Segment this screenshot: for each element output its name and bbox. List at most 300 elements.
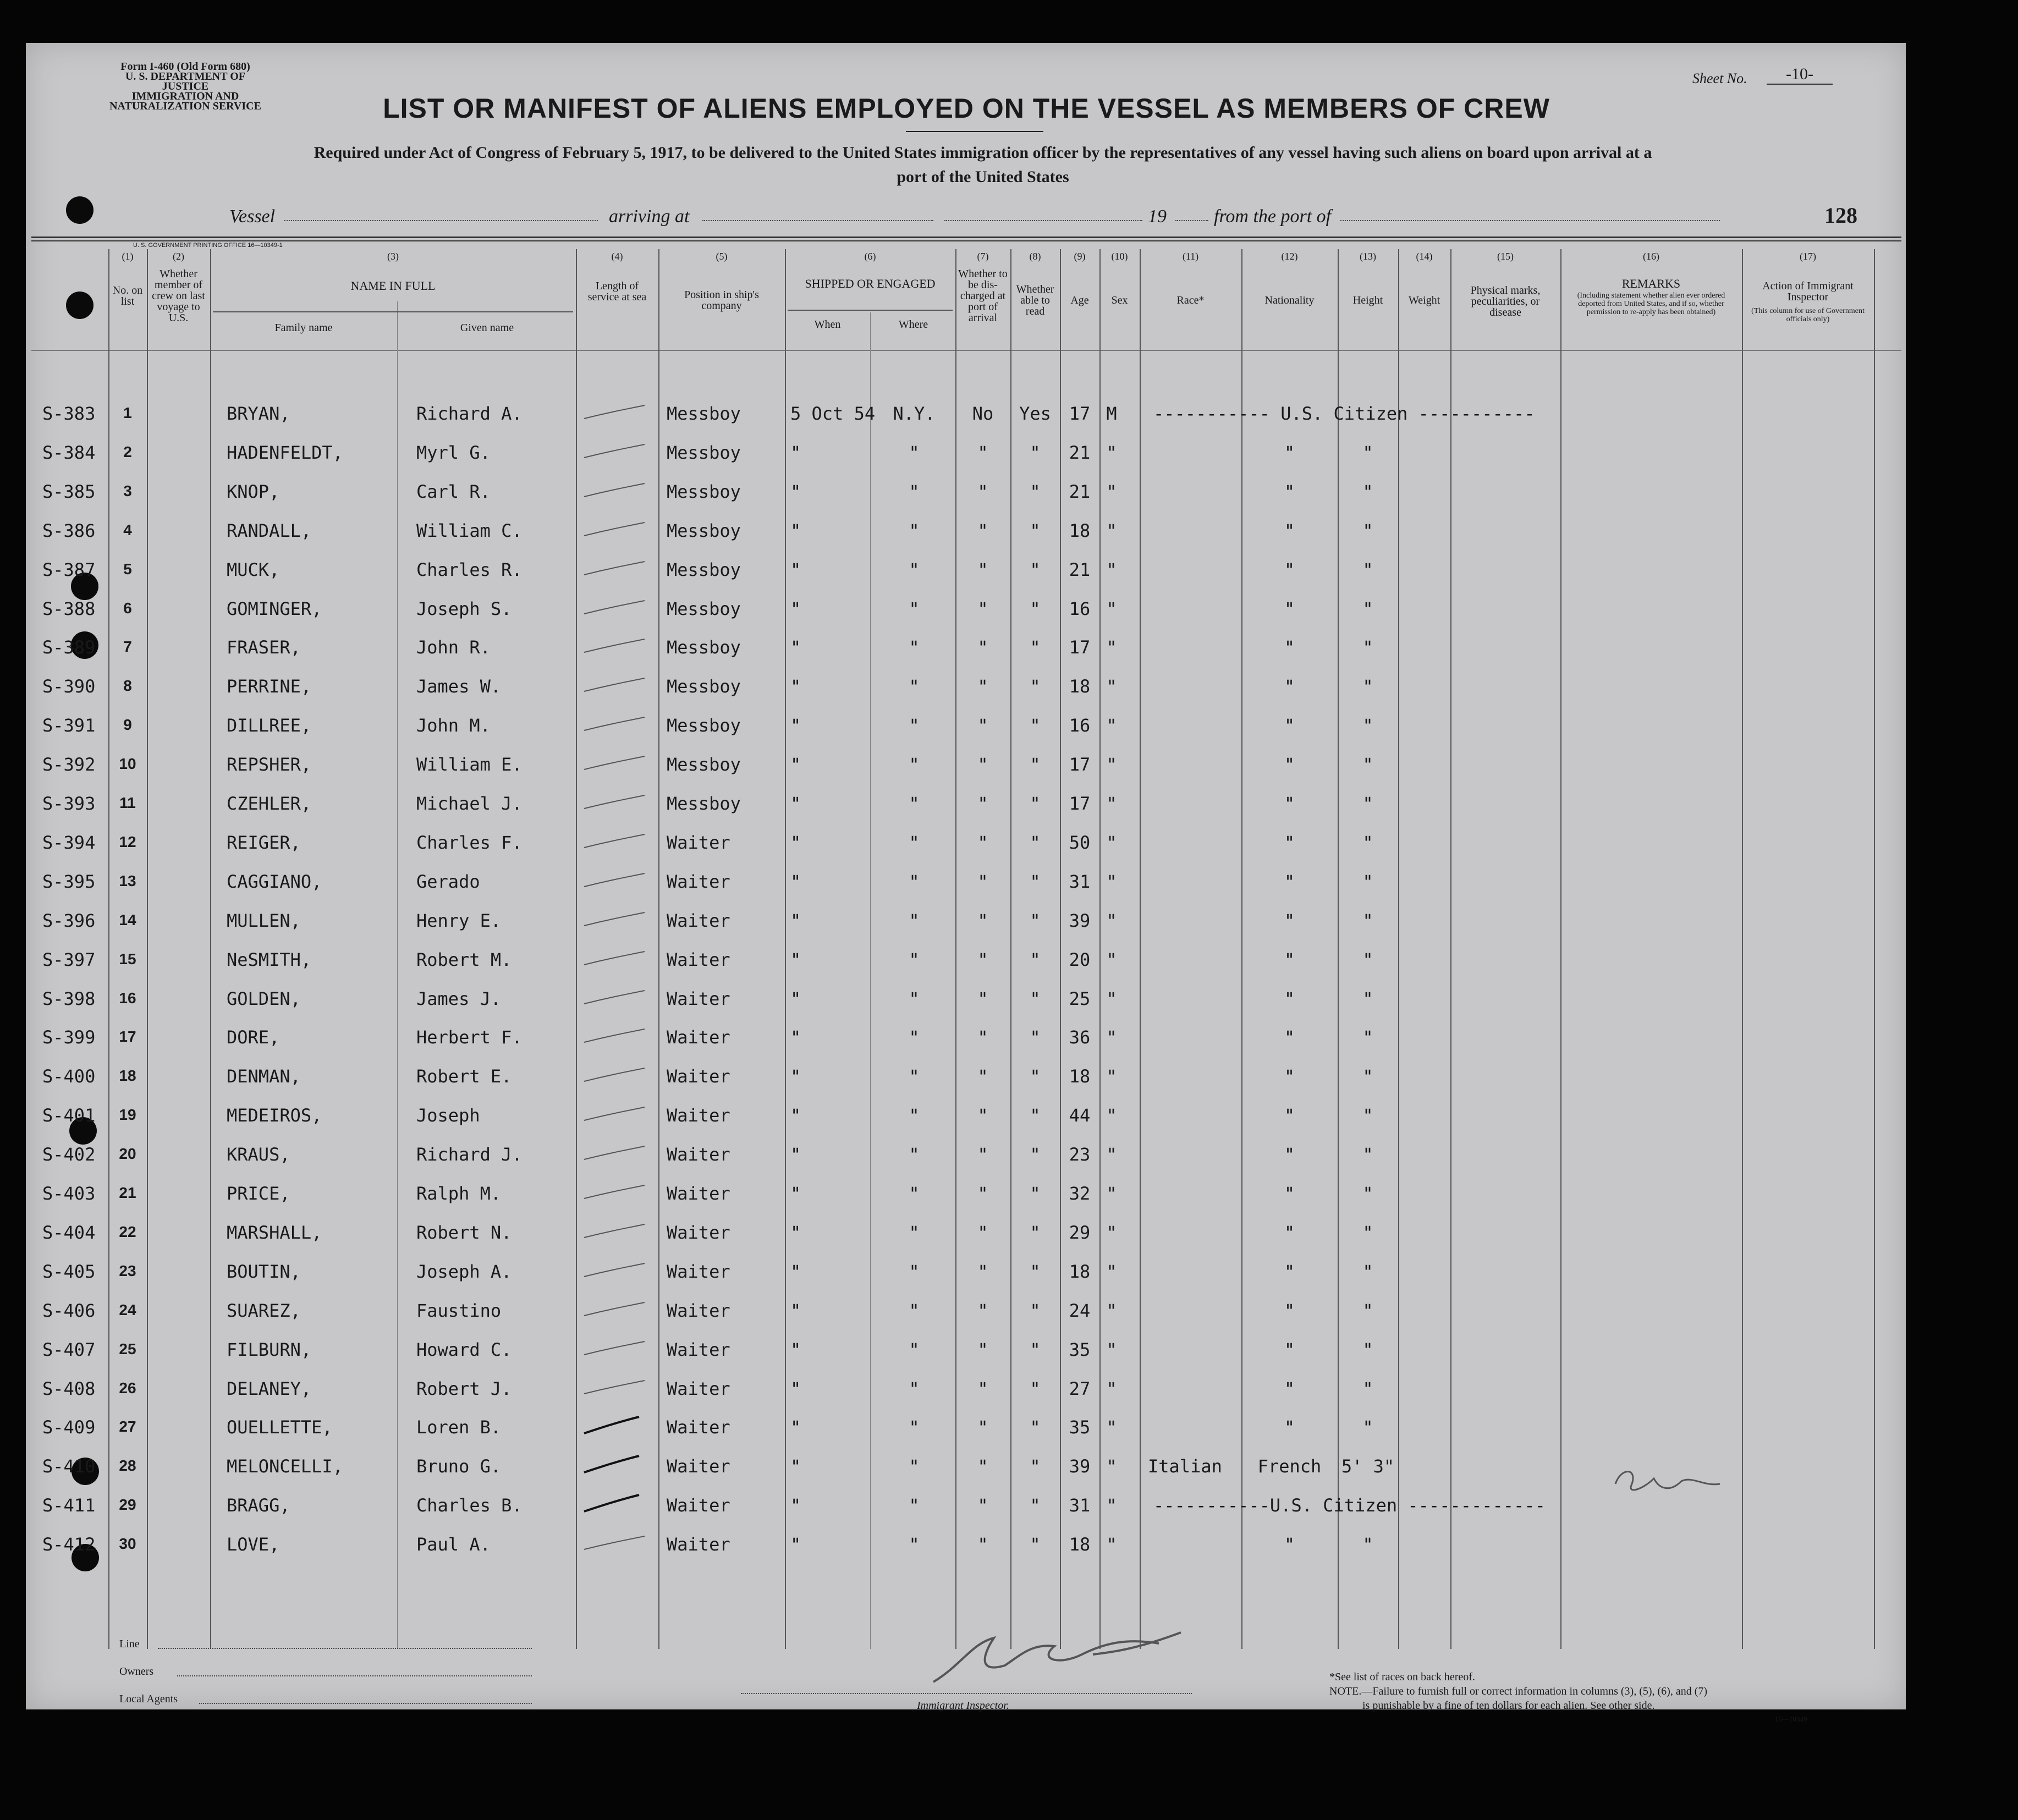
header-bottom-rule bbox=[31, 350, 1901, 351]
row-age: 50 bbox=[1069, 832, 1091, 853]
row-sex: " bbox=[1106, 1534, 1117, 1555]
row-number: 27 bbox=[119, 1418, 136, 1436]
row-family-name: DORE, bbox=[227, 1027, 280, 1048]
row-position: Waiter bbox=[667, 1105, 730, 1126]
service-pen-mark bbox=[579, 1217, 656, 1244]
row-code: S-402 bbox=[42, 1144, 96, 1165]
row-sex: " bbox=[1106, 715, 1117, 736]
row-family-name: DILLREE, bbox=[227, 715, 312, 736]
row-shipped-where: " bbox=[909, 910, 920, 931]
row-number: 10 bbox=[119, 755, 136, 773]
row-height: " bbox=[1362, 910, 1373, 931]
row-age: 35 bbox=[1069, 1417, 1091, 1438]
row-shipped-when: " bbox=[790, 1027, 801, 1048]
row-nationality: " bbox=[1284, 1105, 1295, 1126]
row-sex: " bbox=[1106, 1027, 1117, 1048]
col-num: (12) bbox=[1281, 251, 1298, 262]
row-height: " bbox=[1362, 1183, 1373, 1204]
row-nationality: " bbox=[1284, 1300, 1295, 1321]
row-number: 2 bbox=[123, 443, 132, 460]
service-pen-mark bbox=[579, 1411, 656, 1439]
row-height: " bbox=[1362, 1300, 1373, 1321]
row-discharged: " bbox=[977, 832, 988, 853]
row-nationality: " bbox=[1284, 1339, 1295, 1360]
col-header-when: When bbox=[814, 318, 841, 331]
row-code: S-405 bbox=[42, 1261, 96, 1282]
row-nationality: " bbox=[1284, 637, 1295, 658]
row-family-name: MEDEIROS, bbox=[227, 1105, 322, 1126]
row-read: " bbox=[1030, 1261, 1041, 1282]
row-age: 18 bbox=[1069, 1261, 1091, 1282]
row-discharged: " bbox=[977, 754, 988, 776]
row-position: Waiter bbox=[667, 1534, 730, 1555]
row-shipped-where: " bbox=[909, 1105, 920, 1126]
page-title: LIST OR MANIFEST OF ALIENS EMPLOYED ON THE VESSEL AS MEMBERS OF CREW bbox=[383, 93, 1550, 124]
row-family-name: MELONCELLI, bbox=[227, 1456, 343, 1477]
row-family-name: DENMAN, bbox=[227, 1066, 301, 1087]
row-read: Yes bbox=[1019, 403, 1051, 424]
row-number: 16 bbox=[119, 989, 136, 1007]
local-agents-field[interactable] bbox=[199, 1703, 532, 1704]
owners-field[interactable] bbox=[177, 1675, 532, 1676]
row-nationality: " bbox=[1284, 871, 1295, 892]
handwritten-remark bbox=[1610, 1462, 1742, 1500]
service-pen-mark bbox=[579, 1528, 656, 1556]
row-age: 23 bbox=[1069, 1144, 1091, 1165]
row-height: " bbox=[1362, 1261, 1373, 1282]
year-field[interactable] bbox=[1175, 220, 1208, 221]
row-age: 32 bbox=[1069, 1183, 1091, 1204]
row-given-name: Paul A. bbox=[416, 1534, 491, 1555]
row-code: S-401 bbox=[42, 1105, 96, 1126]
local-agents-label: Local Agents bbox=[119, 1693, 178, 1705]
printing-office: U. S. GOVERNMENT PRINTING OFFICE 16—10349-1 bbox=[133, 242, 283, 249]
row-number: 7 bbox=[123, 638, 132, 656]
row-code: S-409 bbox=[42, 1417, 96, 1438]
row-discharged: " bbox=[977, 1300, 988, 1321]
service-pen-mark bbox=[579, 1099, 656, 1127]
row-sex: " bbox=[1106, 1339, 1117, 1360]
row-position: Messboy bbox=[667, 520, 741, 541]
header-rule bbox=[31, 237, 1901, 238]
row-shipped-when: " bbox=[790, 1339, 801, 1360]
service-pen-mark bbox=[579, 1256, 656, 1283]
row-shipped-when: " bbox=[790, 1144, 801, 1165]
col-header-position: Position in ship's company bbox=[684, 289, 759, 312]
service-pen-mark bbox=[579, 788, 656, 815]
row-shipped-where: " bbox=[909, 1495, 920, 1516]
row-given-name: James W. bbox=[416, 676, 502, 697]
row-code: S-395 bbox=[42, 871, 96, 892]
row-sex: " bbox=[1106, 1105, 1117, 1126]
row-age: 21 bbox=[1069, 559, 1091, 580]
row-family-name: BRAGG, bbox=[227, 1495, 290, 1516]
row-discharged: " bbox=[977, 1066, 988, 1087]
row-given-name: John R. bbox=[416, 637, 491, 658]
row-family-name: PRICE, bbox=[227, 1183, 290, 1204]
row-given-name: Faustino bbox=[416, 1300, 502, 1321]
row-read: " bbox=[1030, 1417, 1041, 1438]
row-nationality: " bbox=[1284, 1066, 1295, 1087]
row-code: S-384 bbox=[42, 442, 96, 463]
service-pen-mark bbox=[579, 1489, 656, 1517]
row-nationality: " bbox=[1284, 676, 1295, 697]
row-position: Waiter bbox=[667, 910, 730, 931]
row-shipped-where: " bbox=[909, 1456, 920, 1477]
row-shipped-when: " bbox=[790, 1456, 801, 1477]
row-shipped-when: " bbox=[790, 1300, 801, 1321]
row-shipped-when: " bbox=[790, 1066, 801, 1087]
col-num: (17) bbox=[1800, 251, 1816, 262]
row-nationality: " bbox=[1284, 1534, 1295, 1555]
row-read: " bbox=[1030, 1222, 1041, 1243]
note-penalty: NOTE.—Failure to furnish full or correct information in columns (3), (5), (6), and (7) bbox=[1329, 1685, 1708, 1697]
row-family-name: FRASER, bbox=[227, 637, 301, 658]
row-read: " bbox=[1030, 1378, 1041, 1399]
line-field[interactable] bbox=[158, 1648, 532, 1649]
row-read: " bbox=[1030, 1534, 1041, 1555]
row-given-name: Joseph A. bbox=[416, 1261, 512, 1282]
row-age: 39 bbox=[1069, 910, 1091, 931]
service-pen-mark bbox=[579, 905, 656, 932]
row-number: 21 bbox=[119, 1184, 136, 1201]
row-height: " bbox=[1362, 520, 1373, 541]
row-age: 27 bbox=[1069, 1378, 1091, 1399]
row-shipped-when: " bbox=[790, 988, 801, 1009]
inspector-field[interactable] bbox=[741, 1693, 1192, 1694]
row-given-name: Loren B. bbox=[416, 1417, 502, 1438]
row-number: 5 bbox=[123, 560, 132, 578]
row-code: S-406 bbox=[42, 1300, 96, 1321]
row-family-name: KRAUS, bbox=[227, 1144, 290, 1165]
col-header-remarks: REMARKS bbox=[1621, 277, 1681, 290]
row-family-name: HADENFELDT, bbox=[227, 442, 343, 463]
row-shipped-when: " bbox=[790, 598, 801, 619]
row-shipped-where: " bbox=[909, 1417, 920, 1438]
row-shipped-where: " bbox=[909, 676, 920, 697]
row-family-name: DELANEY, bbox=[227, 1378, 312, 1399]
col-header-weight: Weight bbox=[1408, 294, 1440, 306]
row-age: 31 bbox=[1069, 871, 1091, 892]
col-num: (10) bbox=[1111, 251, 1128, 262]
service-pen-mark bbox=[579, 866, 656, 893]
row-read: " bbox=[1030, 832, 1041, 853]
row-discharged: " bbox=[977, 793, 988, 814]
col-header-physical-marks: Physical marks, peculiarities, or disease bbox=[1470, 284, 1541, 318]
row-sex: " bbox=[1106, 442, 1117, 463]
row-sex: " bbox=[1106, 1066, 1117, 1087]
row-shipped-when: " bbox=[790, 832, 801, 853]
col-header-sex: Sex bbox=[1111, 294, 1128, 306]
row-sex: " bbox=[1106, 1495, 1117, 1516]
row-position: Waiter bbox=[667, 1300, 730, 1321]
row-shipped-where: " bbox=[909, 1066, 920, 1087]
service-pen-mark bbox=[579, 670, 656, 698]
row-position: Waiter bbox=[667, 1261, 730, 1282]
row-discharged: " bbox=[977, 1222, 988, 1243]
col-header-where: Where bbox=[898, 318, 928, 331]
arriving-label: arriving at bbox=[609, 206, 690, 227]
row-read: " bbox=[1030, 598, 1041, 619]
row-shipped-where: " bbox=[909, 715, 920, 736]
col-header-action-sub: (This column for use of Government officials only) bbox=[1751, 307, 1865, 323]
punch-hole bbox=[66, 196, 94, 224]
row-discharged: " bbox=[977, 520, 988, 541]
col-header-shipped: SHIPPED OR ENGAGED bbox=[805, 277, 936, 290]
col-header-discharged: Whether to be dis-charged at port of arrival bbox=[958, 268, 1008, 324]
sheet-label: Sheet No. bbox=[1692, 70, 1747, 86]
date-field[interactable] bbox=[944, 220, 1142, 221]
row-read: " bbox=[1030, 676, 1041, 697]
row-position: Waiter bbox=[667, 1066, 730, 1087]
form-number: Form I-460 (Old Form 680) U. S. DEPARTMENT OF JUSTICE IMMIGRATION AND NATURALIZATION SERVICE bbox=[109, 61, 261, 112]
row-age: 16 bbox=[1069, 715, 1091, 736]
row-family-name: FILBURN, bbox=[227, 1339, 312, 1360]
row-shipped-where: " bbox=[909, 988, 920, 1009]
row-nationality: " bbox=[1284, 1417, 1295, 1438]
manifest-page bbox=[26, 43, 1906, 1723]
sheet-number: -10- bbox=[1767, 65, 1833, 85]
row-shipped-when: " bbox=[790, 1495, 801, 1516]
row-nationality: " bbox=[1284, 715, 1295, 736]
row-given-name: Myrl G. bbox=[416, 442, 491, 463]
service-pen-mark bbox=[579, 1178, 656, 1205]
col-num: (8) bbox=[1029, 251, 1041, 262]
col-num: (4) bbox=[611, 251, 623, 262]
row-read: " bbox=[1030, 1339, 1041, 1360]
row-given-name: Joseph bbox=[416, 1105, 480, 1126]
row-discharged: " bbox=[977, 1495, 988, 1516]
col-num: (13) bbox=[1360, 251, 1376, 262]
row-given-name: Charles F. bbox=[416, 832, 523, 853]
row-height: " bbox=[1362, 715, 1373, 736]
service-pen-mark bbox=[579, 749, 656, 776]
row-sex: " bbox=[1106, 676, 1117, 697]
row-age: 18 bbox=[1069, 676, 1091, 697]
row-code: S-410 bbox=[42, 1456, 96, 1477]
row-shipped-when: " bbox=[790, 910, 801, 931]
row-read: " bbox=[1030, 988, 1041, 1009]
row-position: Waiter bbox=[667, 988, 730, 1009]
row-shipped-where: " bbox=[909, 1144, 920, 1165]
row-number: 12 bbox=[119, 833, 136, 850]
row-shipped-where: " bbox=[909, 1222, 920, 1243]
row-shipped-where: " bbox=[909, 637, 920, 658]
row-discharged: " bbox=[977, 1417, 988, 1438]
row-position: Messboy bbox=[667, 754, 741, 776]
row-age: 20 bbox=[1069, 949, 1091, 970]
row-read: " bbox=[1030, 1066, 1041, 1087]
row-code: S-404 bbox=[42, 1222, 96, 1243]
row-shipped-when: " bbox=[790, 871, 801, 892]
row-shipped-when: " bbox=[790, 715, 801, 736]
row-family-name: CAGGIANO, bbox=[227, 871, 322, 892]
row-position: Waiter bbox=[667, 1417, 730, 1438]
row-height: " bbox=[1362, 1144, 1373, 1165]
col-header-race: Race* bbox=[1176, 294, 1205, 306]
row-code: S-394 bbox=[42, 832, 96, 853]
row-position: Waiter bbox=[667, 871, 730, 892]
row-height: " bbox=[1362, 1066, 1373, 1087]
row-height: " bbox=[1362, 1222, 1373, 1243]
row-read: " bbox=[1030, 1027, 1041, 1048]
row-code: S-411 bbox=[42, 1495, 96, 1516]
service-pen-mark bbox=[579, 1334, 656, 1361]
row-race: Italian bbox=[1148, 1456, 1222, 1477]
row-given-name: William C. bbox=[416, 520, 523, 541]
row-read: " bbox=[1030, 559, 1041, 580]
service-pen-mark bbox=[579, 515, 656, 542]
row-read: " bbox=[1030, 1105, 1041, 1126]
row-given-name: Bruno G. bbox=[416, 1456, 502, 1477]
row-code: S-387 bbox=[42, 559, 96, 580]
row-shipped-when: " bbox=[790, 637, 801, 658]
punch-hole bbox=[66, 292, 94, 319]
row-shipped-when: " bbox=[790, 520, 801, 541]
row-sex: " bbox=[1106, 1183, 1117, 1204]
col-header-last-voyage: Whether member of crew on last voyage to U.S. bbox=[152, 268, 205, 324]
from-port-field[interactable] bbox=[1340, 220, 1720, 221]
row-nationality: " bbox=[1284, 1144, 1295, 1165]
row-family-name: LOVE, bbox=[227, 1534, 280, 1555]
row-position: Messboy bbox=[667, 676, 741, 697]
row-sex: " bbox=[1106, 559, 1117, 580]
service-pen-mark bbox=[579, 437, 656, 464]
row-number: 13 bbox=[119, 872, 136, 889]
row-shipped-when: " bbox=[790, 559, 801, 580]
col-header-name: NAME IN FULL bbox=[350, 279, 436, 293]
row-sex: " bbox=[1106, 1456, 1117, 1477]
row-height: " bbox=[1362, 1339, 1373, 1360]
row-height: " bbox=[1362, 754, 1373, 776]
row-shipped-where: " bbox=[909, 832, 920, 853]
row-code: S-408 bbox=[42, 1378, 96, 1399]
row-discharged: " bbox=[977, 598, 988, 619]
service-pen-mark bbox=[579, 593, 656, 620]
row-family-name: KNOP, bbox=[227, 481, 280, 502]
row-position: Messboy bbox=[667, 403, 741, 424]
row-code: S-383 bbox=[42, 403, 96, 424]
row-height: " bbox=[1362, 442, 1373, 463]
row-nationality: " bbox=[1284, 1027, 1295, 1048]
row-given-name: Howard C. bbox=[416, 1339, 512, 1360]
col-header-height: Height bbox=[1352, 294, 1383, 306]
row-age: 39 bbox=[1069, 1456, 1091, 1477]
row-position: Messboy bbox=[667, 715, 741, 736]
row-nationality: " bbox=[1284, 910, 1295, 931]
row-shipped-where: " bbox=[909, 949, 920, 970]
row-given-name: Herbert F. bbox=[416, 1027, 523, 1048]
row-shipped-where: " bbox=[909, 1183, 920, 1204]
row-number: 29 bbox=[119, 1496, 136, 1514]
row-height: " bbox=[1362, 481, 1373, 502]
row-number: 11 bbox=[119, 794, 136, 811]
row-given-name: John M. bbox=[416, 715, 491, 736]
row-family-name: NeSMITH, bbox=[227, 949, 312, 970]
row-nationality: " bbox=[1284, 949, 1295, 970]
row-number: 18 bbox=[119, 1067, 136, 1085]
row-height: " bbox=[1362, 559, 1373, 580]
row-code: S-391 bbox=[42, 715, 96, 736]
row-height: " bbox=[1362, 598, 1373, 619]
col-num: (16) bbox=[1643, 251, 1659, 262]
row-position: Messboy bbox=[667, 442, 741, 463]
row-discharged: " bbox=[977, 1456, 988, 1477]
inspector-signature bbox=[928, 1621, 1280, 1693]
row-position: Waiter bbox=[667, 1222, 730, 1243]
row-discharged: No bbox=[972, 403, 994, 424]
row-code: S-389 bbox=[42, 637, 96, 658]
row-age: 31 bbox=[1069, 1495, 1091, 1516]
row-discharged: " bbox=[977, 676, 988, 697]
row-read: " bbox=[1030, 910, 1041, 931]
row-shipped-where: " bbox=[909, 1534, 920, 1555]
service-pen-mark bbox=[579, 476, 656, 503]
row-nationality: ----------- U.S. Citizen ----------- bbox=[1153, 403, 1535, 424]
row-sex: " bbox=[1106, 520, 1117, 541]
row-shipped-when: " bbox=[790, 1417, 801, 1438]
row-number: 8 bbox=[123, 677, 132, 695]
row-discharged: " bbox=[977, 949, 988, 970]
owners-label: Owners bbox=[119, 1665, 154, 1678]
row-given-name: Charles R. bbox=[416, 559, 523, 580]
arriving-field[interactable] bbox=[702, 220, 933, 221]
row-nationality: " bbox=[1284, 1183, 1295, 1204]
row-shipped-when: " bbox=[790, 1534, 801, 1555]
row-family-name: MUCK, bbox=[227, 559, 280, 580]
row-discharged: " bbox=[977, 1339, 988, 1360]
row-height: " bbox=[1362, 832, 1373, 853]
row-number: 14 bbox=[119, 911, 136, 928]
row-shipped-where: " bbox=[909, 481, 920, 502]
page-number: 128 bbox=[1824, 203, 1857, 228]
row-nationality: " bbox=[1284, 559, 1295, 580]
row-discharged: " bbox=[977, 715, 988, 736]
col-num: (1) bbox=[122, 251, 134, 262]
row-age: 29 bbox=[1069, 1222, 1091, 1243]
row-sex: " bbox=[1106, 1300, 1117, 1321]
row-number: 22 bbox=[119, 1223, 136, 1240]
service-pen-mark bbox=[579, 1450, 656, 1478]
row-family-name: SUAREZ, bbox=[227, 1300, 301, 1321]
inspector-label: Immigrant Inspector. bbox=[917, 1700, 1009, 1712]
row-shipped-when: " bbox=[790, 481, 801, 502]
row-read: " bbox=[1030, 1183, 1041, 1204]
service-pen-mark bbox=[579, 1060, 656, 1088]
row-read: " bbox=[1030, 793, 1041, 814]
row-nationality: " bbox=[1284, 520, 1295, 541]
row-nationality: " bbox=[1284, 793, 1295, 814]
row-discharged: " bbox=[977, 1378, 988, 1399]
row-shipped-when: " bbox=[790, 949, 801, 970]
row-nationality: " bbox=[1284, 1261, 1295, 1282]
row-position: Waiter bbox=[667, 1339, 730, 1360]
vessel-field[interactable] bbox=[284, 220, 598, 221]
row-nationality: " bbox=[1284, 754, 1295, 776]
row-given-name: Henry E. bbox=[416, 910, 502, 931]
row-shipped-where: " bbox=[909, 520, 920, 541]
row-discharged: " bbox=[977, 988, 988, 1009]
row-shipped-where: " bbox=[909, 1339, 920, 1360]
row-age: 36 bbox=[1069, 1027, 1091, 1048]
row-age: 21 bbox=[1069, 481, 1091, 502]
row-shipped-when: 5 Oct 54 bbox=[790, 403, 876, 424]
row-number: 1 bbox=[123, 404, 132, 421]
row-age: 24 bbox=[1069, 1300, 1091, 1321]
row-height: " bbox=[1362, 871, 1373, 892]
service-pen-mark bbox=[579, 710, 656, 737]
row-shipped-where: " bbox=[909, 1027, 920, 1048]
